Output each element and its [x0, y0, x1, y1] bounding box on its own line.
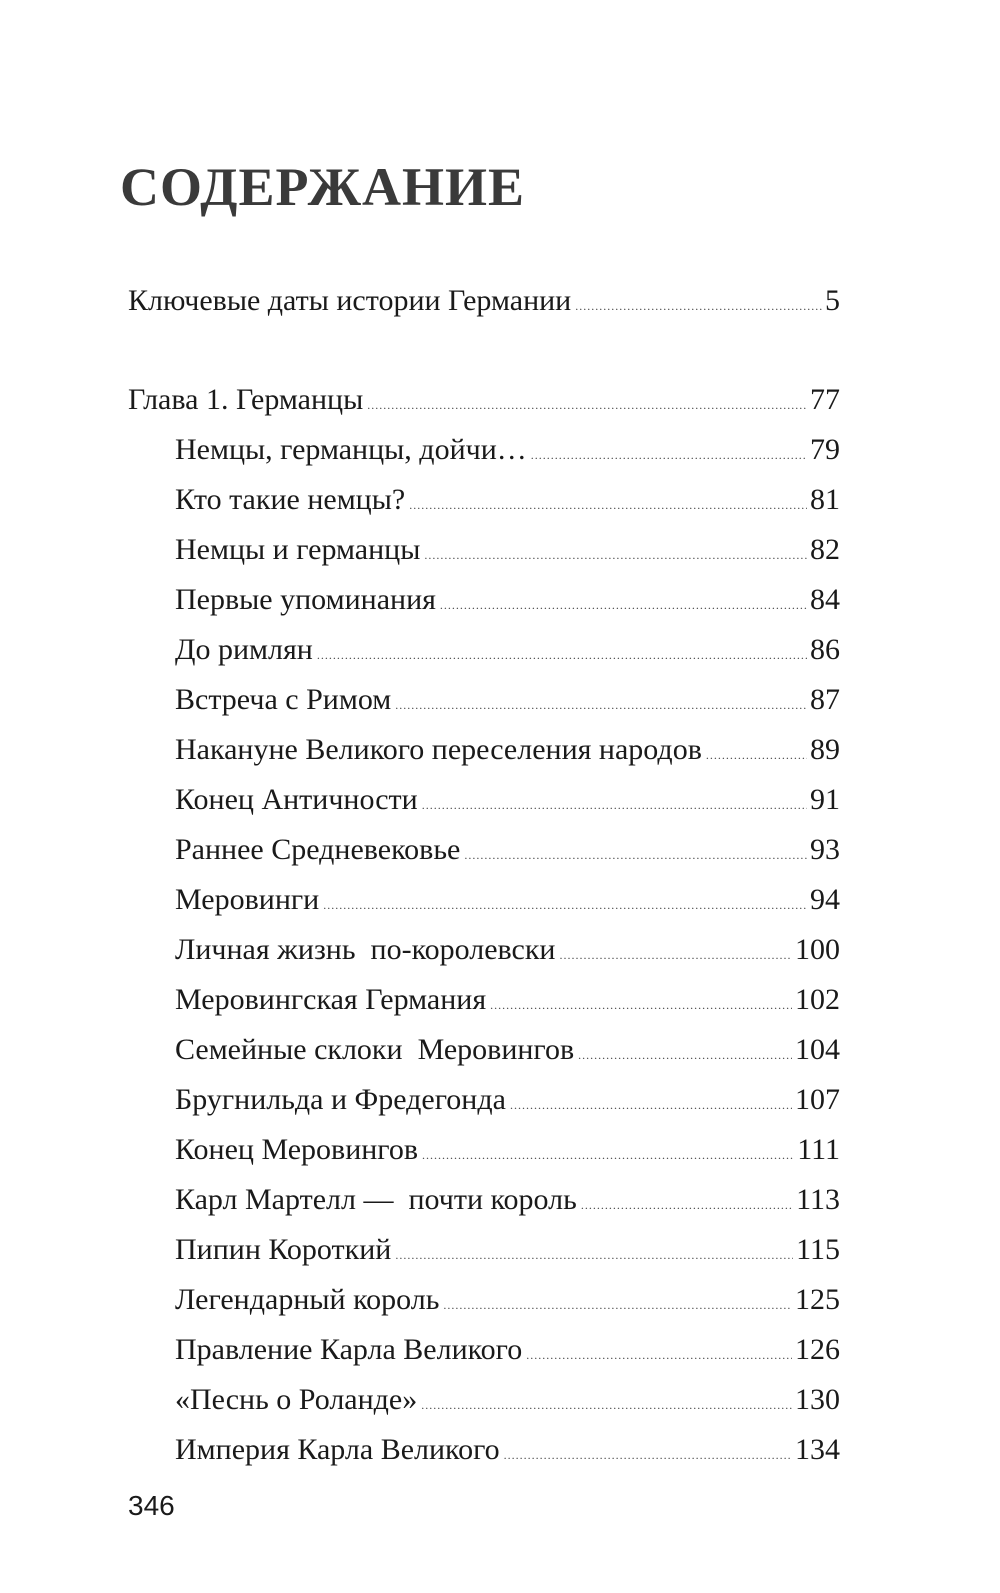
toc-entry-text: Немцы, германцы, дойчи… — [175, 433, 527, 466]
toc-entry-text: Правление Карла Великого — [175, 1333, 523, 1366]
toc-entry-page: 100 — [795, 933, 840, 966]
toc-entry-key-dates — [128, 286, 840, 316]
dot-leader — [317, 649, 807, 661]
toc-entry-text: Конец Меровингов — [175, 1133, 419, 1166]
dot-leader — [409, 499, 807, 511]
toc-entry-text: Ключевые даты истории Германии — [128, 284, 572, 317]
dot-leader — [395, 1249, 793, 1261]
toc-entry-text: Меровинги — [175, 883, 320, 916]
toc-entry-page: 107 — [795, 1083, 840, 1116]
dot-leader — [578, 1049, 792, 1061]
toc-chapter-1 — [128, 385, 840, 415]
toc-entry-text: Семейные склоки Меровингов — [175, 1033, 575, 1066]
toc-entry — [175, 485, 840, 515]
toc-entry-page: 87 — [810, 683, 840, 716]
toc-entry-text: Раннее Средневековье — [175, 833, 461, 866]
toc-entry-page: 81 — [810, 483, 840, 516]
toc-entry-text: Бругнильда и Фредегонда — [175, 1083, 506, 1116]
toc-entry-text: Первые упоминания — [175, 583, 436, 616]
dot-leader — [422, 1149, 794, 1161]
toc-entry-page: 104 — [795, 1033, 840, 1066]
toc-entry — [175, 685, 840, 715]
toc-entry-page: 125 — [795, 1283, 840, 1316]
dot-leader — [443, 1299, 792, 1311]
dot-leader — [531, 449, 807, 461]
dot-leader — [440, 599, 807, 611]
toc-entry-page: 113 — [796, 1183, 840, 1216]
toc-entry — [175, 535, 840, 565]
toc-entry-page: 134 — [795, 1433, 840, 1466]
dot-leader — [464, 849, 807, 861]
toc-entry-page: 86 — [810, 633, 840, 666]
toc-entry-text: Глава 1. Германцы — [128, 383, 364, 416]
toc-entry — [175, 885, 840, 915]
toc-entry — [175, 1135, 840, 1165]
dot-leader — [422, 799, 807, 811]
toc-entry — [175, 1085, 840, 1115]
toc-entry-text: Меровингская Германия — [175, 983, 487, 1016]
toc-entry-text: Карл Мартелл — почти король — [175, 1183, 577, 1216]
toc-entry — [175, 835, 840, 865]
toc-entry-text: Конец Античности — [175, 783, 418, 816]
toc-entry-page: 126 — [795, 1333, 840, 1366]
toc-entry — [175, 1385, 840, 1415]
toc-entry — [175, 985, 840, 1015]
toc-entry-page: 5 — [825, 284, 840, 317]
toc-entry — [175, 1435, 840, 1465]
toc-entry — [175, 735, 840, 765]
toc-entry — [175, 1235, 840, 1265]
toc-entry-page: 84 — [810, 583, 840, 616]
toc-entry — [175, 1335, 840, 1365]
toc-entry-text: Накануне Великого переселения народов — [175, 733, 702, 766]
toc-entry — [175, 1185, 840, 1215]
toc-entry-text: Империя Карла Великого — [175, 1433, 500, 1466]
toc-entry-text: Личная жизнь по-королевски — [175, 933, 556, 966]
toc-entry — [175, 935, 840, 965]
dot-leader — [490, 999, 792, 1011]
toc-entry-page: 79 — [810, 433, 840, 466]
page-title: СОДЕРЖАНИЕ — [120, 157, 525, 217]
toc-entry-page: 91 — [810, 783, 840, 816]
toc-entry-page: 93 — [810, 833, 840, 866]
dot-leader — [575, 300, 822, 312]
dot-leader — [581, 1199, 793, 1211]
toc-entry-text: Кто такие немцы? — [175, 483, 406, 516]
toc-entry-text: Пипин Короткий — [175, 1233, 392, 1266]
dot-leader — [421, 1399, 792, 1411]
dot-leader — [395, 699, 807, 711]
toc-entry — [175, 635, 840, 665]
toc-entry-page: 130 — [795, 1383, 840, 1416]
toc-entry — [175, 435, 840, 465]
toc-entry — [175, 1035, 840, 1065]
toc-entry-page: 89 — [810, 733, 840, 766]
toc-entry-page: 77 — [810, 383, 840, 416]
toc-entry-page: 111 — [797, 1133, 840, 1166]
toc-entry — [175, 1285, 840, 1315]
toc-entry-text: Встреча с Римом — [175, 683, 392, 716]
dot-leader — [706, 749, 807, 761]
toc-entry — [175, 785, 840, 815]
toc-entry-page: 94 — [810, 883, 840, 916]
toc-entry-text: До римлян — [175, 633, 313, 666]
dot-leader — [510, 1099, 792, 1111]
dot-leader — [559, 949, 792, 961]
dot-leader — [323, 899, 807, 911]
toc-entry-page: 102 — [795, 983, 840, 1016]
toc-entry-text: «Песнь о Роланде» — [175, 1383, 418, 1416]
toc-entry-text: Легендарный король — [175, 1283, 440, 1316]
toc-entry-page: 82 — [810, 533, 840, 566]
dot-leader — [526, 1349, 792, 1361]
toc-entry-text: Немцы и германцы — [175, 533, 421, 566]
dot-leader — [424, 549, 807, 561]
toc-entry-page: 115 — [796, 1233, 840, 1266]
dot-leader — [367, 399, 807, 411]
page-number: 346 — [128, 1490, 175, 1521]
dot-leader — [504, 1449, 792, 1461]
toc-entry — [175, 585, 840, 615]
